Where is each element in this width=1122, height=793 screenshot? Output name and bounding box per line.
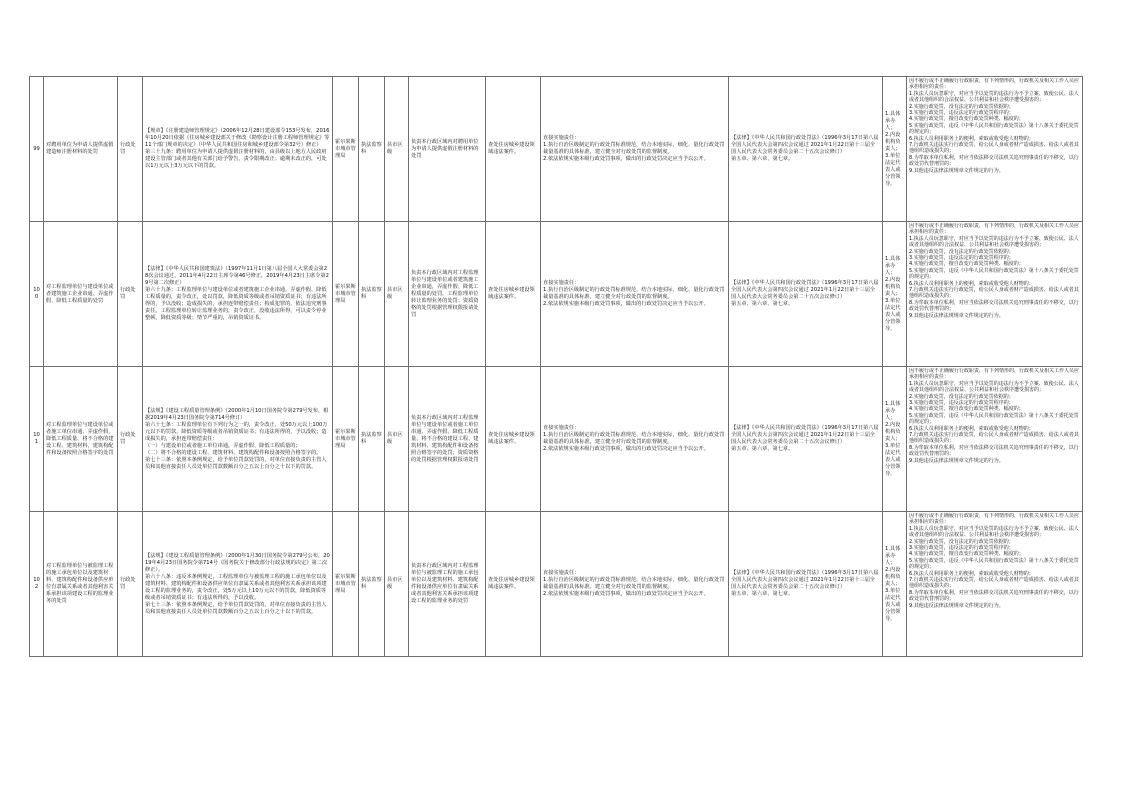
law-basis-cell xyxy=(729,367,883,512)
cell-paragraph: 2.内设机构负责人； xyxy=(885,566,901,587)
cell-paragraph: 3.单位法定代表人或分管领导。 xyxy=(885,297,901,332)
responsible-unit-cell: 执法监察科 xyxy=(359,222,385,367)
cell-paragraph: 【法律】《中华人民共和国行政处罚法》（1996年3月17日第八届全国人民代表大会第四次会议通过 2021年1月22日第十三届全国人民代表大会常务委员会第二十五次会议修订） xyxy=(731,570,879,590)
cell-paragraph: 8.为牟取本单位私利，对应当依法移交司法机关追究刑事责任的不移交，以行政处罚代替刑罚的； xyxy=(909,299,1079,313)
item-name-cell: 对聘用单位为申请人提供虚假建造师注册材料的处罚 xyxy=(44,77,118,222)
cell-paragraph: 3.单位法定代表人或分管领导。 xyxy=(885,442,901,477)
cell-paragraph: 2.实施行政处罚，没有法定的行政处罚依据的； xyxy=(909,248,1014,255)
cell-paragraph: 3.实施行政处罚，违反法定的行政处罚程序的； xyxy=(909,110,1014,117)
cell-paragraph: 7.行政机关违法实行行政处罚，给公民人身或者财产造成损害、给法人或者其他组织造成损失的； xyxy=(909,432,1079,445)
item-name-cell: 对工程监理单位与建设单位或者施工单位串通、弄虚作假、降低工程质量、将不合格的建设工程、建筑材料、建筑构配件和设备按照合格签字的处罚 xyxy=(44,367,118,512)
cell-paragraph: 6.执法人员利用职务上的便利，索取或收受他人财物的； xyxy=(909,135,1034,142)
cell-paragraph: 3.实施行政处罚，违反法定的行政处罚程序的； xyxy=(909,545,1014,552)
cell-paragraph: 1.执行自治区级制定的行政处罚标准规范，结合本地实际，细化、量化行政处罚裁量基准的具体标准，建立健全对行政处罚的监督制度。 xyxy=(543,577,725,590)
scope-cell: 负责本行政区域内对工程监理单位与建设单位或者施工单位串通，弄虚作假、降低工程质量，将不合格的建设工程、建筑材料、建筑构配件和设备按照合格签字的处罚；资质资格的处罚根据管理权限报请处罚 xyxy=(409,367,486,512)
table-row xyxy=(30,77,1083,222)
cell-paragraph: 第六十九条：工程监理单位与建设单位或者建筑施工企业串通，弄虚作假、降低工程质量的，责令改正，处以罚款，降低资质等级或者吊销资质证书；有违法所得的，予以没收；造成损失的，承担连带赔偿责任；构成犯罪的，依法追究刑事责任。工程监理单位转让监理业务的，责令改正，没收违法所得，可以责令停业整顿，降低资质等级；情节严重的，吊销资质证书。 xyxy=(145,287,327,321)
accountability-cell xyxy=(907,77,1083,222)
cell-paragraph: 【法律】《中华人民共和国行政处罚法》（1996年3月17日第八届全国人民代表大会第四次会议通过 2021年1月22日第十三届全国人民代表大会常务委员会第二十五次会议修订） xyxy=(731,280,879,300)
item-number-cell: 99 xyxy=(30,77,44,222)
cell-paragraph: 直接实施责任： xyxy=(543,135,580,141)
cell-paragraph: 2.依法依规实施本级行政处罚事项，做出的行政处罚决定应当予以公开。 xyxy=(543,591,709,597)
law-basis-cell xyxy=(729,512,883,657)
cell-paragraph: 2.实施行政处罚，没有法定的行政处罚依据的； xyxy=(909,538,1014,545)
cell-paragraph: 6.执法人员利用职务上的便利，索取或收受他人财物的； xyxy=(909,280,1034,287)
law-basis-cell xyxy=(729,77,883,222)
item-number-cell: 102 xyxy=(30,512,44,657)
cell-paragraph: 2.内设机构负责人； xyxy=(885,276,901,297)
scope-cell: 负责本行政区域内对聘用单位为申请人提供虚假注册材料的处罚 xyxy=(409,77,486,222)
cell-paragraph: 2.实施行政处罚，没有法定的行政处罚依据的； xyxy=(909,103,1014,110)
cell-paragraph: 3.实施行政处罚，违反法定的行政处罚程序的； xyxy=(909,400,1014,407)
accountability-cell xyxy=(907,512,1083,657)
responsible-unit-cell: 执法监察科 xyxy=(359,77,385,222)
cell-paragraph: 【法规】《建设工程质量管理条例》（2000年1月10日国务院令第279号发布，根据2019年4月23日国务院令第714号修订） xyxy=(145,407,329,421)
cell-paragraph: 9.其他违反法律法规规章文件规定的行为。 xyxy=(909,312,1004,319)
cell-paragraph: 8.为牟取本单位私利，对应当依法移交司法机关追究刑事责任的不移交，以行政处罚代替刑罚的； xyxy=(909,154,1079,168)
cell-paragraph: 1.执法人员玩忽职守，对应当予以处罚的违法行为不予立案、致使公民、法人或者其他组织的合法权益、公共利益和社会秩序遭受损害的； xyxy=(909,235,1079,249)
subject-cell: 查处住房城乡建设领域违法案件。 xyxy=(486,222,541,367)
cell-paragraph: （一）与建设单位或者施工单位串通，弄虚作假、降低工程质量的； xyxy=(145,442,301,449)
item-name-cell: 对工程监理单位与被监理工程的施工承包单位以及建筑材料、建筑构配件和设备供应单位有隶属关系或者其他利害关系承担该项建设工程的监理业务的处罚 xyxy=(44,512,118,657)
item-type-cell: 行政处罚 xyxy=(118,77,143,222)
level-cell: 县市区级 xyxy=(385,222,409,367)
duties-cell xyxy=(541,367,729,512)
cell-paragraph: 因不履行或不正确履行行政职责，有下列情形的，行政机关及相关工作人员应承担相应的责任： xyxy=(909,78,1080,91)
scope-cell: 负责本行政区域内对工程监理单位与建设单位或者建筑施工企业串通，弄虚作假、降低工程质量的处罚，工程监理单位转让监理业务的处罚；资质资格的处罚根据管理权限报请处罚 xyxy=(409,222,486,367)
cell-paragraph: 4.实施行政处罚，擅自改变行政处罚种类、幅度的； xyxy=(909,406,1024,413)
cell-paragraph: 直接实施责任： xyxy=(543,280,580,286)
cell-paragraph: 1.执法人员玩忽职守，对应当予以处罚的违法行为不予立案、致使公民、法人或者其他组织的合法权益、公共利益和社会秩序遭受损害的； xyxy=(909,525,1079,539)
cell-paragraph: 4.实施行政处罚，擅自改变行政处罚种类、幅度的； xyxy=(909,551,1024,558)
cell-paragraph: 第七十三条：依照本条例规定，给予单位罚款处罚的，对单位直接负责的主管人员和其他直接责任人员处单位罚款数额百分之五以上百分之十以下的罚款。 xyxy=(145,601,327,615)
cell-paragraph: 1.执行自治区级制定的行政处罚标准规范，结合本地实际，细化、量化行政处罚裁量基准的具体标准，建立健全对行政处罚的监督制度。 xyxy=(543,432,725,445)
cell-paragraph: 直接实施责任： xyxy=(543,570,580,576)
table-body xyxy=(30,77,1083,657)
responsible-unit-cell: 执法监察科 xyxy=(359,367,385,512)
cell-paragraph: 5.实施行政处罚，违反《中华人民共和国行政处罚法》第十八条关于委托处罚的规定的； xyxy=(909,412,1079,426)
cell-paragraph: 【法律】《中华人民共和国行政处罚法》（1996年3月17日第八届全国人民代表大会第四次会议通过 2021年1月22日第十三届全国人民代表大会常务委员会第二十五次会议修订） xyxy=(731,425,879,445)
table-row xyxy=(30,367,1083,512)
cell-paragraph: 2.依法依规实施本级行政处罚事项，做出的行政处罚决定应当予以公开。 xyxy=(543,301,709,307)
cell-paragraph: 因不履行或不正确履行行政职责，有下列情形的，行政机关及相关工作人员应承担相应的责任： xyxy=(909,368,1080,381)
cell-paragraph: 5.实施行政处罚，违反《中华人民共和国行政处罚法》第十八条关于委托处罚的规定的； xyxy=(909,267,1079,281)
item-number-cell: 101 xyxy=(30,367,44,512)
department-cell: 霍尔果斯市城市管理局 xyxy=(333,222,359,367)
cell-paragraph: 【法规】《建设工程质量管理条例》（2000年1月30日国务院令第279号公布，2019年4月23日国务院令第714号《国务院关于修改部分行政法规的决定》第二次修正）。 xyxy=(145,552,330,573)
responsibility-table xyxy=(29,76,1083,657)
responsible-unit-cell: 执法监察科 xyxy=(359,512,385,657)
subject-cell: 查处住房城乡建设领域违法案件。 xyxy=(486,367,541,512)
department-cell: 霍尔果斯市城市管理局 xyxy=(333,512,359,657)
cell-paragraph: 1.执行自治区级制定的行政处罚标准规范，结合本地实际，细化、量化行政处罚裁量基准的具体标准，建立健全对行政处罚的监督制度。 xyxy=(543,142,725,155)
cell-paragraph: 4.实施行政处罚，擅自改变行政处罚种类、幅度的； xyxy=(909,261,1024,268)
cell-paragraph: 第五章、第六章、第七章。 xyxy=(731,301,794,307)
cell-paragraph: 2.内设机构负责人； xyxy=(885,131,901,152)
cell-paragraph: 1.具体承办人； xyxy=(885,110,901,131)
cell-paragraph: 9.其他违反法律法规规章文件规定的行为。 xyxy=(909,167,1004,174)
legal-basis-cell xyxy=(143,512,333,657)
item-type-cell: 行政处罚 xyxy=(118,222,143,367)
cell-paragraph: 4.实施行政处罚，擅自改变行政处罚种类、幅度的； xyxy=(909,116,1024,123)
level-cell: 县市区级 xyxy=(385,77,409,222)
cell-paragraph: 第五章、第六章、第七章。 xyxy=(731,591,794,597)
item-type-cell: 行政处罚 xyxy=(118,512,143,657)
cell-paragraph: 5.实施行政处罚，违反《中华人民共和国行政处罚法》第十八条关于委托处罚的规定的； xyxy=(909,557,1079,571)
cell-paragraph: 1.具体承办人； xyxy=(885,255,901,276)
cell-paragraph: 7.行政机关违法实行行政处罚，给公民人身或者财产造成损害、给法人或者其他组织造成损失的； xyxy=(909,287,1079,300)
cell-paragraph: 3.实施行政处罚，违反法定的行政处罚程序的； xyxy=(909,255,1014,262)
duties-cell xyxy=(541,77,729,222)
cell-paragraph: 2.依法依规实施本级行政处罚事项，做出的行政处罚决定应当予以公开。 xyxy=(543,446,709,452)
department-cell: 霍尔果斯市城市管理局 xyxy=(333,77,359,222)
cell-paragraph: 第三十九条：聘用单位为申请人提供虚假注册材料的，由县级以上地方人民政府建设主管部门或者其他有关部门给予警告，责令限期改正；逾期未改正的，可处以1万元以上3万元以下的罚款。 xyxy=(145,149,327,169)
cell-paragraph: 8.为牟取本单位私利，对应当依法移交司法机关追究刑事责任的不移交，以行政处罚代替刑罚的； xyxy=(909,589,1079,603)
cell-paragraph: 2.内设机构负责人； xyxy=(885,421,901,442)
cell-paragraph: 2.实施行政处罚，没有法定的行政处罚依据的； xyxy=(909,393,1014,400)
cell-paragraph: 7.行政机关违法实行行政处罚，给公民人身或者财产造成损害、给法人或者其他组织造成损失的； xyxy=(909,577,1079,590)
subject-cell: 查处住房城乡建设领域违法案件。 xyxy=(486,512,541,657)
cell-paragraph: 7.行政机关违法实行行政处罚，给公民人身或者财产造成损害、给法人或者其他组织造成损失的； xyxy=(909,142,1079,155)
duties-cell xyxy=(541,512,729,657)
cell-paragraph: 因不履行或不正确履行行政职责，有下列情形的，行政机关及相关工作人员应承担相应的责任： xyxy=(909,223,1080,236)
cell-paragraph: 8.为牟取本单位私利，对应当依法移交司法机关追究刑事责任的不移交，以行政处罚代替刑罚的； xyxy=(909,444,1079,458)
level-cell: 县市区级 xyxy=(385,512,409,657)
responsible-person-cell xyxy=(883,222,907,367)
cell-paragraph: 6.执法人员利用职务上的便利，索取或收受他人财物的； xyxy=(909,570,1034,577)
cell-paragraph: 3.单位法定代表人或分管领导。 xyxy=(885,152,901,187)
legal-basis-cell xyxy=(143,222,333,367)
cell-paragraph: 1.执行自治区级制定的行政处罚标准规范，结合本地实际，细化、量化行政处罚裁量基准的具体标准，建立健全对行政处罚的监督制度。 xyxy=(543,287,725,300)
department-cell: 霍尔果斯市城市管理局 xyxy=(333,367,359,512)
responsible-person-cell xyxy=(883,367,907,512)
accountability-cell xyxy=(907,222,1083,367)
cell-paragraph: 9.其他违反法律法规规章文件规定的行为。 xyxy=(909,602,1004,609)
cell-paragraph: 6.执法人员利用职务上的便利，索取或收受他人财物的； xyxy=(909,425,1034,432)
cell-paragraph: 【法律】《中华人民共和国行政处罚法》（1996年3月17日第八届全国人民代表大会第四次会议通过 2021年1月22日第十三届全国人民代表大会常务委员会第二十五次会议修订） xyxy=(731,135,879,155)
scope-cell: 负责本行政区域内对工程监理单位与被监理工程的施工承包单位以及建筑材料、建筑构配件和设备供应单位有隶属关系或者其他利害关系承担该项建设工程的监理业务的处罚 xyxy=(409,512,486,657)
item-name-cell: 对工程监理单位与建设单位或者建筑施工企业串通、弄虚作假、降低工程质量的处罚 xyxy=(44,222,118,367)
cell-paragraph: 第六十八条：违反本条例规定，工程监理单位与被监理工程的施工承包单位以及建筑材料、建筑构配件和设备供应单位有隶属关系或者其他利害关系承担该项建设工程的监理业务的，责令改正，处5万元以上10万元以下的罚款，降低资质等级或者吊销资质证书；有违法所得的，予以没收。 xyxy=(145,573,327,601)
table-row xyxy=(30,512,1083,657)
law-basis-cell xyxy=(729,222,883,367)
cell-paragraph: 3.单位法定代表人或分管领导。 xyxy=(885,587,901,622)
cell-paragraph: 1.具体承办人； xyxy=(885,545,901,566)
item-number-cell: 100 xyxy=(30,222,44,367)
cell-paragraph: （二）将不合格的建设工程、建筑材料、建筑构配件和设备按照合格签字的。 xyxy=(145,449,322,456)
cell-paragraph: 【法律】《中华人民共和国建筑法》（1997年11月1日第八届全国人大常委会第28次会议通过，2011年4月22日主席令第46号修正，2019年4月23日主席令第29号第二次修正） xyxy=(145,266,329,286)
cell-paragraph: 直接实施责任： xyxy=(543,425,580,431)
cell-paragraph: 1.执法人员玩忽职守，对应当予以处罚的违法行为不予立案、致使公民、法人或者其他组织的合法权益、公共利益和社会秩序遭受损害的； xyxy=(909,380,1079,394)
subject-cell: 查处住房城乡建设领域违法案件。 xyxy=(486,77,541,222)
table-row xyxy=(30,222,1083,367)
cell-paragraph: 第七十三条：依照本条例规定，给予单位罚款处罚的，对单位直接负责的主管人员和其他直接责任人员处单位罚款数额百分之五以上百分之十以下的罚款。 xyxy=(145,456,327,470)
cell-paragraph: 第六十七条：工程监理单位有下列行为之一的，责令改正，处50万元以上100万元以下的罚款，降低资质等级或者吊销资质证书；有违法所得的，予以没收；造成损失的，承担连带赔偿责任： xyxy=(145,421,328,442)
accountability-cell xyxy=(907,367,1083,512)
cell-paragraph: 5.实施行政处罚，违反《中华人民共和国行政处罚法》第十八条关于委托处罚的规定的； xyxy=(909,122,1079,136)
cell-paragraph: 1.具体承办人； xyxy=(885,400,901,421)
cell-paragraph: 1.执法人员玩忽职守，对应当予以处罚的违法行为不予立案、致使公民、法人或者其他组织的合法权益、公共利益和社会秩序遭受损害的； xyxy=(909,90,1079,104)
cell-paragraph: 2.依法依规实施本级行政处罚事项，做出的行政处罚决定应当予以公开。 xyxy=(543,156,709,162)
responsible-person-cell xyxy=(883,512,907,657)
duties-cell xyxy=(541,222,729,367)
legal-basis-cell xyxy=(143,77,333,222)
item-type-cell: 行政处罚 xyxy=(118,367,143,512)
cell-paragraph: 第五章、第六章、第七章。 xyxy=(731,446,794,452)
legal-basis-cell xyxy=(143,367,333,512)
cell-paragraph: 第五章、第六章、第七章。 xyxy=(731,156,794,162)
level-cell: 县市区级 xyxy=(385,367,409,512)
cell-paragraph: 9.其他违反法律法规规章文件规定的行为。 xyxy=(909,457,1004,464)
cell-paragraph: 【规章】《注册建造师管理规定》（2006年12月28日建设部令153号发布，2016年10月20日依据《住房城乡建设部关于修改《勘察设计注册工程师管理规定》等11个部门规章的决定》（中华人民共和国住房和城乡建设部令第32号）修正） xyxy=(145,128,330,148)
cell-paragraph: 因不履行或不正确履行行政职责，有下列情形的，行政机关及相关工作人员应承担相应的责任： xyxy=(909,513,1080,526)
responsible-person-cell xyxy=(883,77,907,222)
